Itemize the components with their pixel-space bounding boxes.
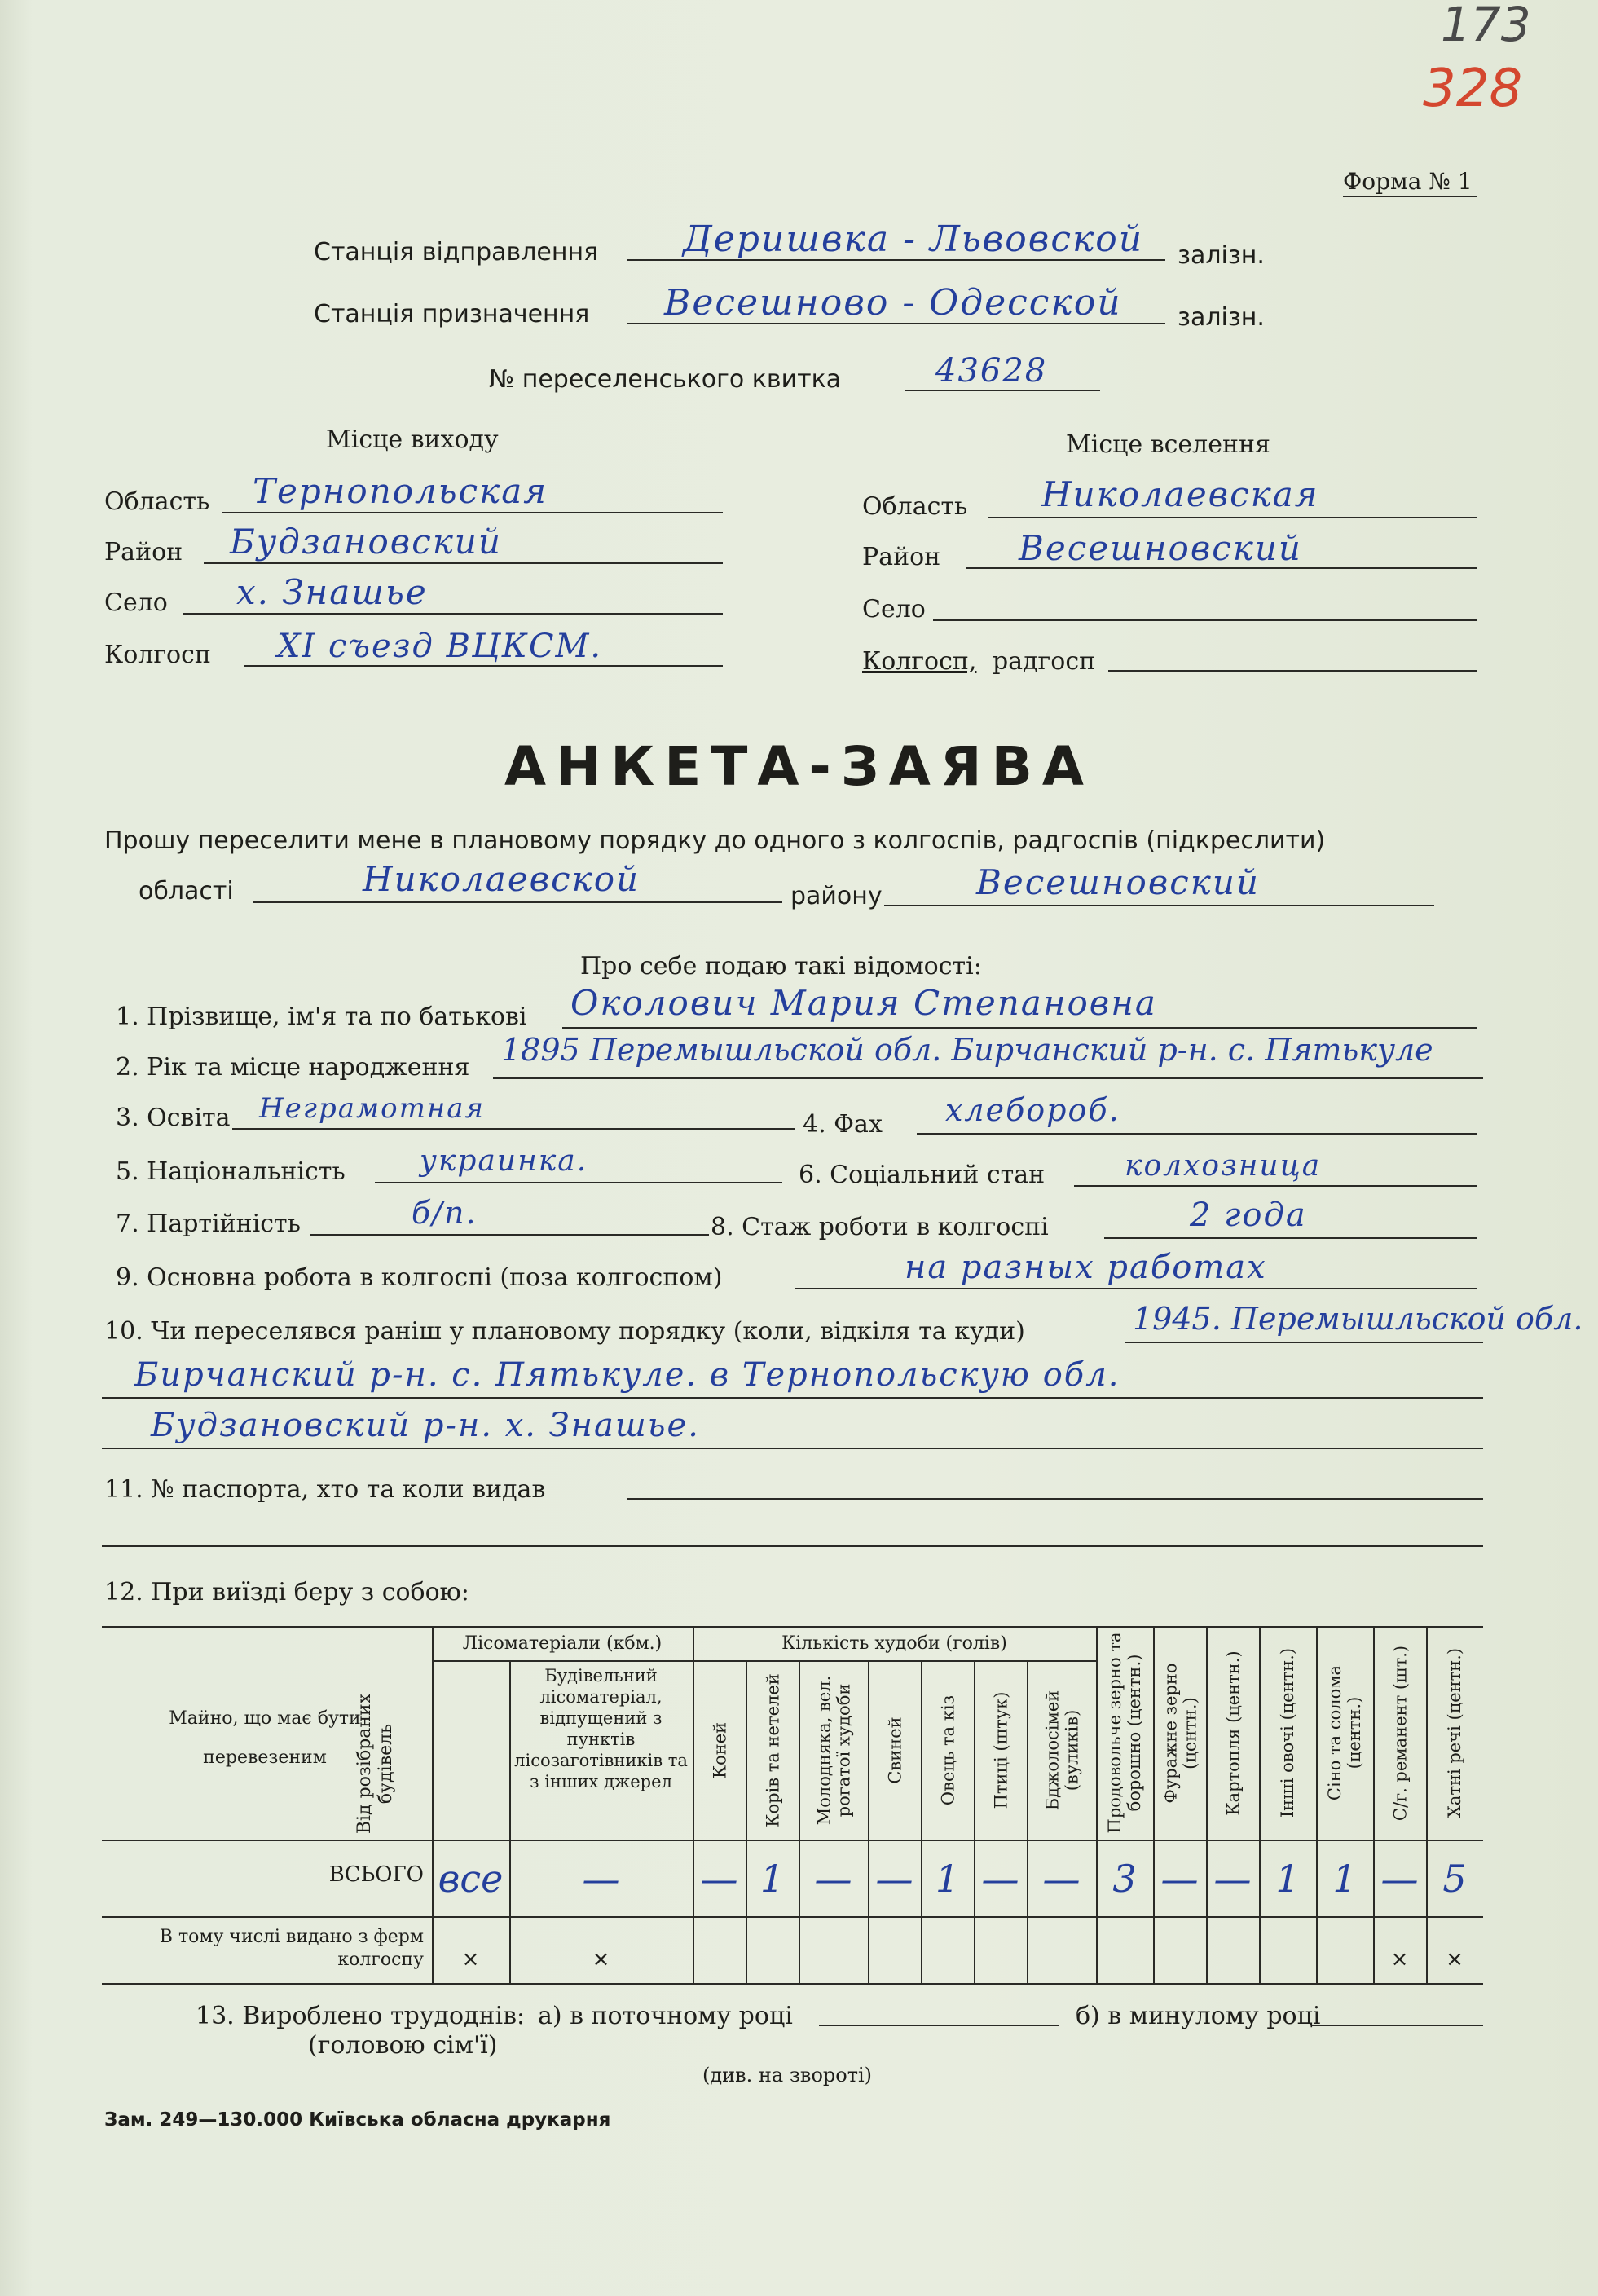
table-farm-value-1: ×	[592, 1947, 610, 1972]
destination-selo-label: Село	[862, 595, 926, 624]
property-table	[102, 1626, 1483, 1985]
destination-heading: Місце вселення	[1066, 430, 1270, 459]
origin-selo-value: х. Знашье	[236, 572, 428, 612]
ticket-label: № переселенського квитка	[489, 365, 842, 394]
field-10-value-2: Бирчанский р-н. с. Пятькуле. в Тернопольскую обл.	[134, 1356, 1120, 1394]
table-total-value-2: —	[700, 1857, 738, 1901]
field-9-value: на разных работах	[905, 1249, 1267, 1286]
destination-rail-suffix: залізн.	[1178, 303, 1265, 332]
table-total-value-7: —	[981, 1857, 1019, 1901]
workdays-label: 13. Вироблено трудоднів:	[196, 2002, 526, 2030]
table-total-value-11: —	[1213, 1857, 1252, 1901]
table-header-livestock-6: Бджолосімей (вуликів)	[1041, 1690, 1081, 1810]
table-total-value-5: —	[875, 1857, 913, 1901]
field-7-value: б/п.	[412, 1195, 478, 1231]
field-5-value: украинка.	[420, 1144, 588, 1178]
table-header-goods-4: Сіно та солома (центн.)	[1325, 1664, 1364, 1801]
table-total-value-3: 1	[759, 1857, 785, 1901]
workdays-sub: (головою сім'ї)	[308, 2031, 498, 2060]
table-total-value-15: 5	[1442, 1857, 1467, 1901]
departure-station-value: Деришвка - Львовской	[683, 218, 1144, 260]
origin-oblast-value: Тернопольская	[253, 471, 548, 511]
field-2-label: 2. Рік та місце народження	[116, 1053, 470, 1082]
origin-kolhosp-value: XI съезд ВЦКСМ.	[277, 628, 603, 665]
archive-number-top: 173	[1441, 0, 1531, 52]
table-header-goods-5: С/г. реманент (шт.)	[1389, 1645, 1410, 1821]
field-10-value-3: Будзановский р-н. х. Знашье.	[151, 1407, 700, 1444]
table-header-goods-1: Фуражне зерно (центн.)	[1160, 1662, 1200, 1804]
table-farm-value-14: ×	[1390, 1947, 1409, 1972]
table-total-value-14: —	[1380, 1857, 1419, 1901]
field-8-label: 8. Стаж роботи в колгоспі	[711, 1213, 1049, 1241]
origin-oblast-label: Область	[104, 487, 210, 516]
field-6-label: 6. Соціальний стан	[799, 1161, 1046, 1189]
origin-heading: Місце виходу	[326, 425, 499, 454]
field-1-label: 1. Прізвище, ім'я та по батькові	[116, 1003, 527, 1031]
info-heading: Про себе подаю такі відомості:	[580, 952, 982, 981]
table-farm-value-15: ×	[1446, 1947, 1464, 1972]
table-header-goods-3: Інші овочі (центн.)	[1278, 1647, 1297, 1818]
destination-kolhosp-label: Колгосп,	[862, 647, 977, 676]
request-raion-value: Весешновский	[976, 862, 1260, 902]
table-total-value-13: 1	[1332, 1857, 1357, 1901]
field-10-label: 10. Чи переселявся раніш у плановому порядку (коли, відкіля та куди)	[104, 1317, 1025, 1346]
request-oblast-label: області	[139, 877, 234, 906]
destination-raion-value: Весешновский	[1019, 528, 1302, 568]
table-header-timber-dismantled: Від розібраних будівель	[354, 1693, 396, 1835]
table-group-timber: Лісоматеріали (кбм.)	[462, 1633, 663, 1654]
workdays-current-year-label: а) в поточному році	[538, 2002, 793, 2030]
field-3-value: Неграмотная	[259, 1092, 486, 1125]
workdays-last-year-label: б) в минулому році	[1076, 2002, 1321, 2030]
archive-number-red: 328	[1423, 59, 1523, 119]
field-4-label: 4. Фах	[803, 1110, 883, 1139]
field-10-value-1: 1945. Перемышльской обл.	[1133, 1301, 1583, 1337]
destination-radhosp-label: радгосп	[993, 647, 1096, 676]
field-1-value: Околович Мария Степановна	[570, 983, 1157, 1023]
field-4-value: хлебороб.	[945, 1092, 1120, 1128]
form-number: Форма № 1	[1343, 168, 1473, 195]
field-12-label: 12. При виїзді беру з собою:	[104, 1578, 469, 1606]
field-11-label: 11. № паспорта, хто та коли видав	[104, 1475, 546, 1504]
table-total-value-12: 1	[1275, 1857, 1300, 1901]
request-raion-label: району	[790, 882, 883, 910]
table-header-livestock-5: Птиці (штук)	[990, 1691, 1010, 1809]
table-row-total-label: ВСЬОГО	[328, 1862, 424, 1887]
destination-raion-label: Район	[862, 543, 941, 571]
table-group-livestock: Кількість худоби (голів)	[781, 1633, 1007, 1654]
ticket-value: 43628	[935, 352, 1048, 390]
origin-raion-label: Район	[104, 538, 183, 566]
table-row-farm-label: В тому числі видано з ферм колгоспу	[159, 1927, 424, 1970]
table-total-value-0: все	[438, 1857, 504, 1901]
table-farm-value-0: ×	[461, 1947, 480, 1972]
table-header-property: Майно, що має бути перевезеним	[169, 1708, 361, 1768]
origin-raion-value: Будзановский	[230, 522, 502, 562]
see-back-note: (див. на звороті)	[702, 2064, 873, 2087]
field-6-value: колхозница	[1125, 1149, 1322, 1183]
field-5-label: 5. Національність	[116, 1157, 346, 1186]
field-8-value: 2 года	[1190, 1196, 1307, 1234]
table-total-value-4: —	[814, 1857, 852, 1901]
table-header-livestock-1: Корів та нетелей	[762, 1672, 782, 1827]
printer-imprint: Зам. 249—130.000 Київська обласна друкарня	[104, 2109, 611, 2131]
request-oblast-value: Николаевской	[363, 859, 641, 899]
request-line: Прошу переселити мене в плановому порядку до одного з колгоспів, радгоспів (підкреслити)	[104, 826, 1326, 855]
field-9-label: 9. Основна робота в колгоспі (поза колгоспом)	[116, 1263, 723, 1292]
field-3-label: 3. Освіта	[116, 1104, 231, 1132]
table-header-livestock-2: Молодняка, вел. рогатої худоби	[813, 1675, 853, 1825]
origin-kolhosp-label: Колгосп	[104, 641, 211, 669]
destination-station-value: Весешново - Одесской	[664, 282, 1122, 324]
table-total-value-6: 1	[935, 1857, 960, 1901]
table-total-value-10: —	[1160, 1857, 1199, 1901]
departure-rail-suffix: залізн.	[1178, 241, 1265, 270]
table-header-goods-0: Продовольче зерно та борошно (центн.)	[1105, 1632, 1144, 1834]
field-7-label: 7. Партійність	[116, 1210, 301, 1238]
table-header-livestock-4: Овець та кіз	[937, 1694, 957, 1805]
departure-station-label: Станція відправлення	[314, 238, 599, 267]
table-total-value-1: —	[582, 1857, 620, 1901]
table-total-value-8: —	[1042, 1857, 1081, 1901]
table-total-value-9: 3	[1112, 1857, 1137, 1901]
table-header-timber-other: Будівельний лісоматеріал, відпущений з пунктів лісозаготівників та з інших джерел	[514, 1666, 688, 1791]
form-title: АНКЕТА-ЗАЯВА	[504, 735, 1094, 798]
table-header-goods-2: Картопля (центн.)	[1222, 1650, 1243, 1816]
destination-station-label: Станція призначення	[314, 300, 590, 328]
origin-selo-label: Село	[104, 588, 168, 617]
table-header-livestock-0: Коней	[709, 1721, 729, 1778]
table-header-goods-6: Хатні речі (центн.)	[1445, 1647, 1464, 1818]
table-header-livestock-3: Свиней	[884, 1716, 905, 1784]
field-2-value: 1895 Перемышльской обл. Бирчанский р-н. с. Пятькуле	[501, 1032, 1433, 1068]
destination-oblast-value: Николаевская	[1041, 474, 1319, 514]
destination-oblast-label: Область	[862, 492, 968, 521]
